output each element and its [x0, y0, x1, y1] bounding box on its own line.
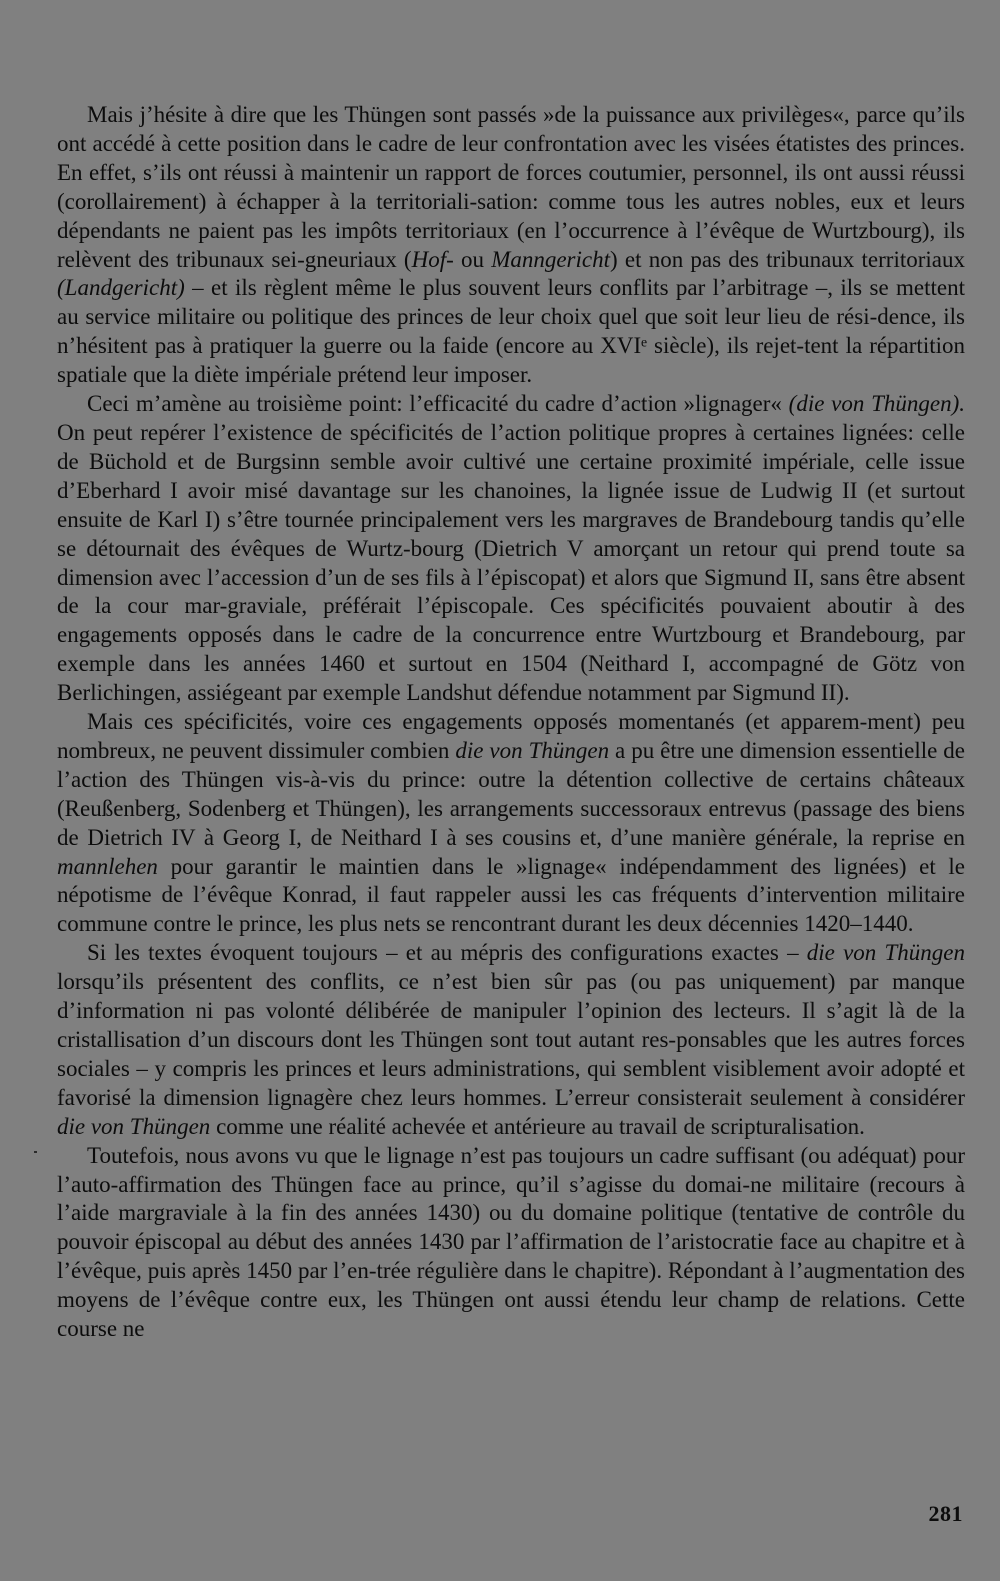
- page-number: 281: [928, 1501, 963, 1526]
- body-text: Toutefois, nous avons vu que le lignage n’est pas toujours un cadre suffisant (ou adéquat) pour l’auto-affirmation des Thüngen face au prince, qu’il s’agisse du domai-ne militaire (recours à l’aide margraviale à la fin des années 1430) ou du domaine politique (tentative de contrôle du pouvoir épiscopal au début des années 1430 par l’affirmation de l’aristocratie face au chapitre et à l’évêque, puis après 1450 par l’en-trée régulière dans le chapitre). Répondant à l’augmentation des moyens de l’évêque contre eux, les Thüngen ont aussi étendu leur champ de relations. Cette course ne: [57, 1142, 965, 1342]
- paragraph-1: [57, 101, 965, 390]
- paragraph-2: [57, 390, 965, 708]
- body-text: ou: [453, 246, 492, 272]
- italic-text: (die von Thüngen).: [788, 391, 965, 417]
- body-text: Mais ces spécificités, voire ces engagements opposés momentanés (et apparem-ment) peu nombreux, ne peuvent dissimuler combien: [57, 709, 965, 763]
- italic-text: die von Thüngen: [57, 1113, 211, 1139]
- body-text: comme une réalité achevée et antérieure au travail de scripturalisation.: [210, 1113, 865, 1139]
- italic-text: mannlehen: [57, 853, 158, 879]
- body-text: Si les textes évoquent toujours – et au mépris des configurations exactes –: [87, 940, 807, 966]
- body-text: ) et non pas des tribunaux territoriaux: [610, 246, 965, 272]
- body-text: Mais j’hésite à dire que les Thüngen sont passés »de la puissance aux privilèges«, parce qu’ils ont accédé à cette position dans le cadre de leur confrontation avec les visées étatistes des princes. En effet, s’ils ont réussi à maintenir un rapport de forces coutumier, personnel, ils ont aussi réussi (corollairement) à échapper à la territoriali-sation: comme tous les autres nobles, eux et leurs dépendants ne paient pas les impôts territoriaux (en l’occurrence à l’évêque de Wurtzbourg), ils relèvent des tribunaux sei-gneuriaux (: [57, 102, 965, 272]
- body-text: – et ils règlent même le plus souvent leurs conflits par l’arbitrage –, ils se mettent au service militaire ou politique des princes de leur choix quel que soit leur lieu de rési-dence, ils n’hésitent pas à pratiquer la guerre ou la faide (encore au XVIᵉ siècle), ils rejet-tent la répartition spatiale que la diète impériale prétend leur imposer.: [57, 275, 965, 388]
- body-text: pour garantir le maintien dans le »lignage« indépendamment des lignées) et le népotisme de l’évêque Konrad, il faut rappeler aussi les cas fréquents d’intervention militaire commune contre le prince, les plus nets se rencontrant durant les deux décennies 1420–1440.: [57, 853, 965, 937]
- body-text: On peut repérer l’existence de spécificités de l’action politique propres à certaines lignées: celle de Büchold et de Burgsinn semble avoir cultivé une certaine proximité impériale, celle issue d’Eberhard I avoir misé davantage sur les chanoines, la lignée issue de Ludwig II (et surtout ensuite de Karl I) s’être tournée principalement vers les margraves de Brandebourg tandis qu’elle se détournait des évêques de Wurtz-bourg (Dietrich V amorçant un retour qui prend toute sa dimension avec l’accession d’un de ses fils à l’épiscopat) et alors que Sigmund II, sans être absent de la cour mar-graviale, préférait l’épiscopale. Ces spécificités pouvaient aboutir à des engagements opposés dans le cadre de la concurrence entre Wurtzbourg et Brandebourg, par exemple dans les années 1460 et surtout en 1504 (Neithard I, accompagné de Götz von Berlichingen, assiégeant par exemple Landshut défendue notamment par Sigmund II).: [57, 419, 965, 706]
- italic-text: Hof-: [411, 246, 454, 272]
- italic-text: Manngericht: [491, 246, 610, 272]
- page-body: [57, 101, 965, 1344]
- body-text: Ceci m’amène au troisième point: l’efficacité du cadre d’action »lignager«: [87, 391, 789, 417]
- italic-text: die von Thüngen: [455, 737, 610, 763]
- body-text: lorsqu’ils présentent des conflits, ce n’est bien sûr pas (ou pas uniquement) par manque d’information ni pas volonté délibérée de manipuler l’opinion des lecteurs. Il s’agit là de la cristallisation d’un discours dont les Thüngen sont tout autant res-ponsables que les autres forces sociales – y compris les princes et leurs administrations, qui semblent visiblement avoir adopté et favorisé la dimension lignagère chez leurs hommes. L’erreur consisterait seulement à considérer: [57, 969, 965, 1110]
- paragraph-3: [57, 708, 965, 939]
- italic-text: (Landgericht): [57, 275, 185, 301]
- paragraph-4: [57, 939, 965, 1141]
- paragraph-5: [57, 1142, 965, 1344]
- italic-text: die von Thüngen: [806, 940, 965, 966]
- body-text: a pu être une dimension essentielle de l’action des Thüngen vis-à-vis du prince: outre la détention collective de certains châteaux (Reußenberg, Sodenberg et Thüngen), les arrangements successoraux entrevus (passage des biens de Dietrich IV à Georg I, de Neithard I à ses cousins et, d’une manière générale, la reprise en: [57, 737, 965, 850]
- scan-speck: [34, 1151, 37, 1153]
